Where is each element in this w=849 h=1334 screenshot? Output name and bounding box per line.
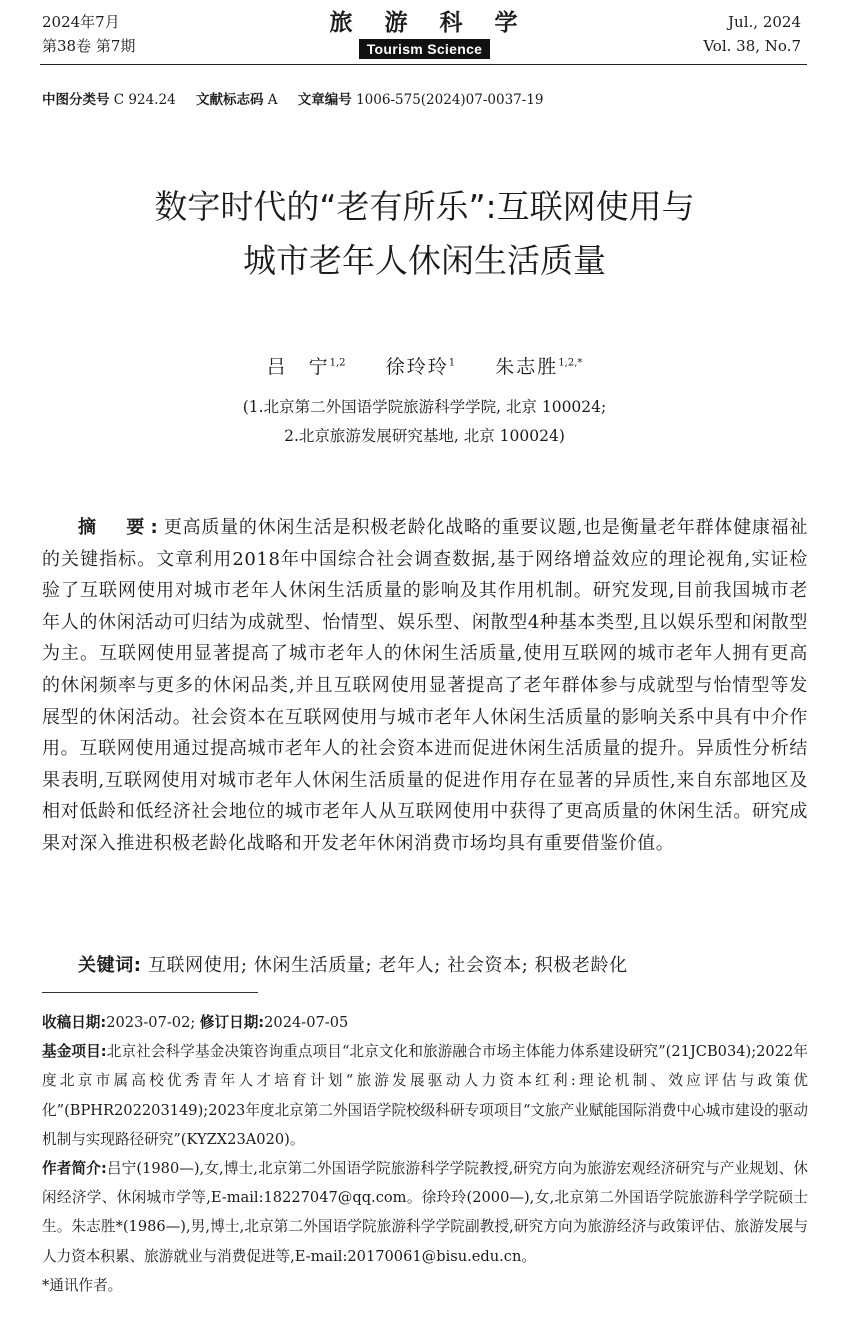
doc-code-value: A bbox=[267, 92, 278, 108]
issue-date-cn: 2024年7月 bbox=[42, 13, 120, 31]
author-bio-label: 作者简介: bbox=[42, 1160, 107, 1178]
volume-cn: 第38卷 第7期 bbox=[42, 37, 136, 55]
received-date: 2023-07-02; bbox=[106, 1014, 196, 1031]
keywords-label: 关键词: bbox=[78, 955, 142, 976]
dates-note bbox=[42, 1008, 808, 1037]
author-3: 朱志胜 bbox=[495, 356, 559, 378]
revised-date: 2024-07-05 bbox=[264, 1014, 349, 1031]
abstract-label: 摘 要: bbox=[78, 517, 164, 538]
article-no-label: 文章编号 bbox=[297, 92, 352, 108]
fund-note bbox=[42, 1037, 808, 1154]
author-1: 吕 宁 bbox=[266, 356, 330, 378]
author-1-affil: 1,2 bbox=[329, 357, 346, 369]
author-list bbox=[0, 352, 849, 379]
keywords-text: 互联网使用; 休闲生活质量; 老年人; 社会资本; 积极老龄化 bbox=[147, 955, 628, 976]
corresponding-note: *通讯作者。 bbox=[42, 1276, 123, 1294]
affiliation-1: (1.北京第二外国语学院旅游科学学院, 北京 100024; bbox=[242, 398, 607, 416]
author-bio-note bbox=[42, 1154, 808, 1271]
clc-label: 中图分类号 bbox=[42, 92, 110, 108]
volume-en: Vol. 38, No.7 bbox=[703, 37, 801, 55]
keywords bbox=[78, 951, 628, 977]
author-3-affil: 1,2,* bbox=[558, 357, 583, 369]
abstract-text: 更高质量的休闲生活是积极老龄化战略的重要议题,也是衡量老年群体健康福祉的关键指标。文章利用2018年中国综合社会调查数据,基于网络增益效应的理论视角,实证检验了互联网使用对城市老年人休闲生活质量的影响及其作用机制。研究发现,目前我国城市老年人的休闲活动可归结为成就型、怡情型、娱乐型、闲散型4种基本类型,且以娱乐型和闲散型为主。互联网使用显著提高了城市老年人的休闲生活质量,使用互联网的城市老年人拥有更高的休闲频率与更多的休闲品类,并且互联网使用显著提高了老年群体参与成就型与怡情型等发展型的休闲活动。社会资本在互联网使用与城市老年人休闲生活质量的影响关系中具有中介作用。互联网使用通过提高城市老年人的社会资本进而促进休闲生活质量的提升。异质性分析结果表明,互联网使用对城市老年人休闲生活质量的促进作用存在显著的异质性,来自东部地区及相对低龄和低经济社会地位的城市老年人从互联网使用中获得了更高质量的休闲生活。研究成果对深入推进积极老龄化战略和开发老年休闲消费市场均具有重要借鉴价值。 bbox=[42, 517, 809, 854]
affiliations bbox=[0, 393, 849, 451]
header-right bbox=[703, 10, 801, 58]
footnotes bbox=[42, 1008, 808, 1300]
clc-value: C 924.24 bbox=[113, 92, 176, 108]
footnote-divider bbox=[42, 992, 258, 993]
received-label: 收稿日期: bbox=[42, 1014, 107, 1031]
affiliation-2: 2.北京旅游发展研究基地, 北京 100024) bbox=[284, 427, 565, 445]
author-2: 徐玲玲 bbox=[385, 356, 449, 378]
journal-name-en: Tourism Science bbox=[359, 39, 491, 59]
fund-text: 北京社会科学基金决策咨询重点项目“北京文化和旅游融合市场主体能力体系建设研究”(21JCB034);2022年度北京市属高校优秀青年人才培育计划“旅游发展驱动人力资本红利:理论机制、效应评估与政策优化”(BPHR202203149);2023年度北京第二外国语学院校级科研专项项目“文旅产业赋能国际消费中心城市建设的驱动机制与实现路径研究”(KYZX23A020)。 bbox=[42, 1043, 808, 1148]
abstract bbox=[42, 512, 808, 860]
author-2-affil: 1 bbox=[448, 357, 456, 369]
title-line-1: 数字时代的“老有所乐”:互联网使用与 bbox=[154, 187, 695, 226]
revised-label: 修订日期: bbox=[199, 1014, 265, 1031]
journal-name-cn: 旅 游 科 学 bbox=[329, 9, 530, 36]
article-title bbox=[0, 180, 849, 288]
author-bio-text: 吕宁(1980—),女,博士,北京第二外国语学院旅游科学学院教授,研究方向为旅游宏观经济研究与产业规划、休闲经济学、休闲城市学等,E-mail:18227047@qq.com。徐玲玲(2000—),女,北京第二外国语学院旅游科学学院硕士生。朱志胜*(1986—),男,博士,北京第二外国语学院旅游科学学院副教授,研究方向为旅游经济与政策评估、旅游发展与人力资本积累、旅游就业与消费促进等,E-mail:20170061@bisu.edu.cn。 bbox=[42, 1160, 808, 1265]
classification-line bbox=[42, 88, 544, 108]
issue-date-en: Jul., 2024 bbox=[728, 13, 801, 31]
title-line-2: 城市老年人休闲生活质量 bbox=[243, 241, 606, 280]
article-no-value: 1006-575(2024)07-0037-19 bbox=[356, 92, 544, 108]
header-divider bbox=[40, 64, 807, 65]
doc-code-label: 文献标志码 bbox=[195, 92, 264, 108]
fund-label: 基金项目: bbox=[42, 1043, 107, 1061]
